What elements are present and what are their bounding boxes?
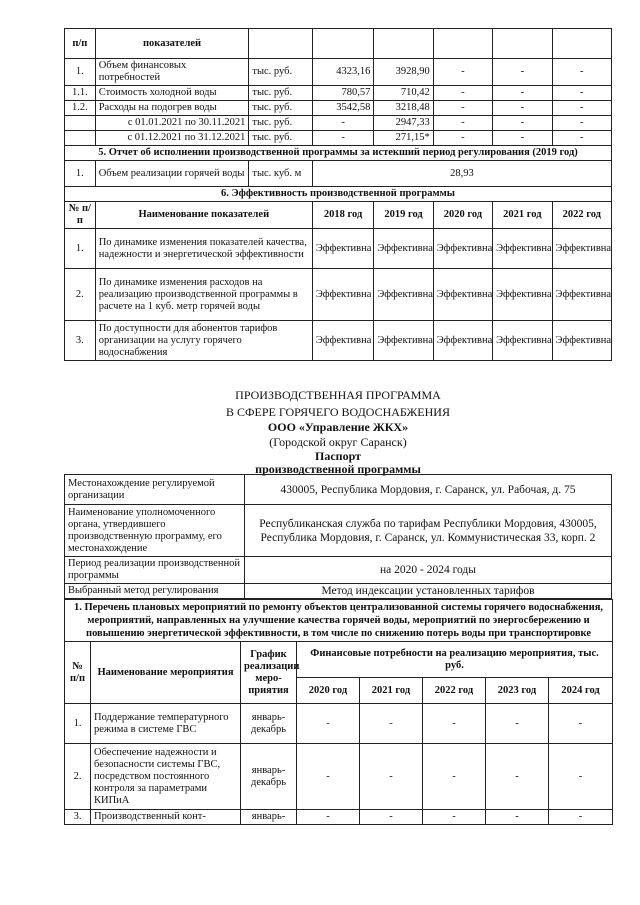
table-row: Период реализации производственной программы на 2020 - 2024 годы (65, 557, 612, 584)
measures-table: 1. Перечень плановых мероприятий по ремонту объектов централизованной системы горячего водоснабжения, мероприятий, направленных на улучшение качества горячей воды, мероприятий по энергосбережению и повышению энергетической эффективности, в том числе по снижению потерь воды при транспортировке № п/п Наименование мероприятия График реализации меро-приятия Финансовые потребности на реализацию мероприятия, тыс. руб. 2020 год 2021 год 2022 год 2023 год 2024 год 1. Поддержание температурного режима в системе ГВС январь-декабрь - - - - - 2. Обеспечение надежности и безопасности системы ГВС, посредством постоянного контроля за параметрами КИПиА январь-декабрь - - - - - 3. Производственный конт- январь- - - - - - (64, 599, 613, 825)
table-row: Местонахождение регулируемой организации 430005, Республика Мордовия, г. Саранск, ул. Рабочая, д. 75 (65, 475, 612, 505)
eff-name-header: Наименование показателей (95, 202, 312, 229)
table-row: с 01.12.2021 по 31.12.2021 тыс. руб. - 271,15* - - - (65, 131, 612, 146)
table-row: 1.2. Расходы на подогрев воды тыс. руб. 3542,58 3218,48 - - - (65, 101, 612, 116)
section-5-title: 5. Отчет об исполнении производственной программы за истекший период регулирования (2019 год) (65, 146, 612, 161)
district-name: (Городской округ Саранск) (269, 435, 407, 449)
table-row: 1. По динамике изменения показателей качества, надежности и энергетической эффективности Эффективна Эффективна Эффективна Эффективна Эффективна (65, 229, 612, 269)
table-row: 1.1. Стоимость холодной воды тыс. руб. 780,57 710,42 - - - (65, 86, 612, 101)
passport-subtitle: производственной программы (255, 462, 421, 476)
measures-finance-header: Финансовые потребности на реализацию мероприятия, тыс. руб. (297, 642, 613, 678)
table-row: 1. Поддержание температурного режима в системе ГВС январь-декабрь - - - - - (65, 704, 613, 744)
table-row: 1. Объем реализации горячей воды тыс. куб. м 28,93 (65, 161, 612, 187)
table-row: Наименование уполномоченного органа, утвердившего производственную программу, его местонахождение Республиканская служба по тарифам Республики Мордовия, 430005, Республика Мордовия, г. Саранск, ул. Коммунистическая 33, корп. 2 (65, 505, 612, 557)
measures-schedule-header: График реализации меро-приятия (241, 642, 297, 704)
table-row: 1. Объем финансовых потребностей тыс. руб. 4323,16 3928,90 - - - (65, 59, 612, 86)
organization-name: ООО «Управление ЖКХ» (267, 420, 409, 434)
passport-title: Паспорт (315, 449, 361, 463)
program-title: ПРОИЗВОДСТВЕННАЯ ПРОГРАММА (235, 388, 441, 402)
indicators-table: п/п показателей 1. Объем финансовых потребностей тыс. руб. 4323,16 3928,90 - - - 1.1. Стоимость холодной воды тыс. руб. 780,57 710,42 - - - 1.2. Расходы на подогрев воды тыс. руб. 3542,58 3218,48 - - - с 01.01.2021 по 30.11.2021 тыс. руб. - 2947,33 - - - с 01.12.2021 по 31.12.2021 тыс. руб. - 271,15* - - - 5. Отчет об исполнении производственной программы за истекший период регулирования (2019 год) 1. Объем реализации горячей воды тыс. куб. м 28,93 6. Эффективность производственной программы № п/п Наименование показателей 2018 год 2019 год 2020 год 2021 год 2022 год 1. По динамике изменения показателей качества, надежности и энергетической эффективности Эффективна Эффективна Эффективна Эффективна Эффективна 2. По динамике изменения расходов на реализацию производственной программы в расчете на 1 куб. метр горячей воды Эффективна Эффективна Эффективна Эффективна Эффективна 3. По доступности для абонентов тарифов организации на услугу горячего водоснабжения Эффективна Эффективна Эффективна Эффективна Эффективна (64, 28, 612, 361)
table-row: 3. По доступности для абонентов тарифов организации на услугу горячего водоснабжения Эффективна Эффективна Эффективна Эффективна Эффективна (65, 321, 612, 361)
measures-title: 1. Перечень плановых мероприятий по ремонту объектов централизованной системы горячего водоснабжения, мероприятий, направленных на улучшение качества горячей воды, мероприятий по энергосбережению и повышению энергетической эффективности, в том числе по снижению потерь воды при транспортировке (65, 600, 613, 642)
section-6-title: 6. Эффективность производственной программы (65, 187, 612, 202)
program-subtitle: В СФЕРЕ ГОРЯЧЕГО ВОДОСНАБЖЕНИЯ (226, 405, 450, 419)
table-row: 2. Обеспечение надежности и безопасности системы ГВС, посредством постоянного контроля за параметрами КИПиА январь-декабрь - - - - - (65, 744, 613, 810)
eff-num-header: № п/п (65, 202, 96, 229)
col-name-header: показателей (95, 29, 249, 59)
table-row: с 01.01.2021 по 30.11.2021 тыс. руб. - 2947,33 - - - (65, 116, 612, 131)
measures-num-header: № п/п (65, 642, 91, 704)
table-row: Выбранный метод регулирования Метод индексации установленных тарифов (65, 584, 612, 599)
col-num-header: п/п (65, 29, 96, 59)
table-row: 2. По динамике изменения расходов на реализацию производственной программы в расчете на 1 куб. метр горячей воды Эффективна Эффективна Эффективна Эффективна Эффективна (65, 269, 612, 321)
measures-name-header: Наименование мероприятия (91, 642, 241, 704)
passport-table (64, 474, 612, 599)
table-row: 3. Производственный конт- январь- - - - - - (65, 810, 613, 825)
